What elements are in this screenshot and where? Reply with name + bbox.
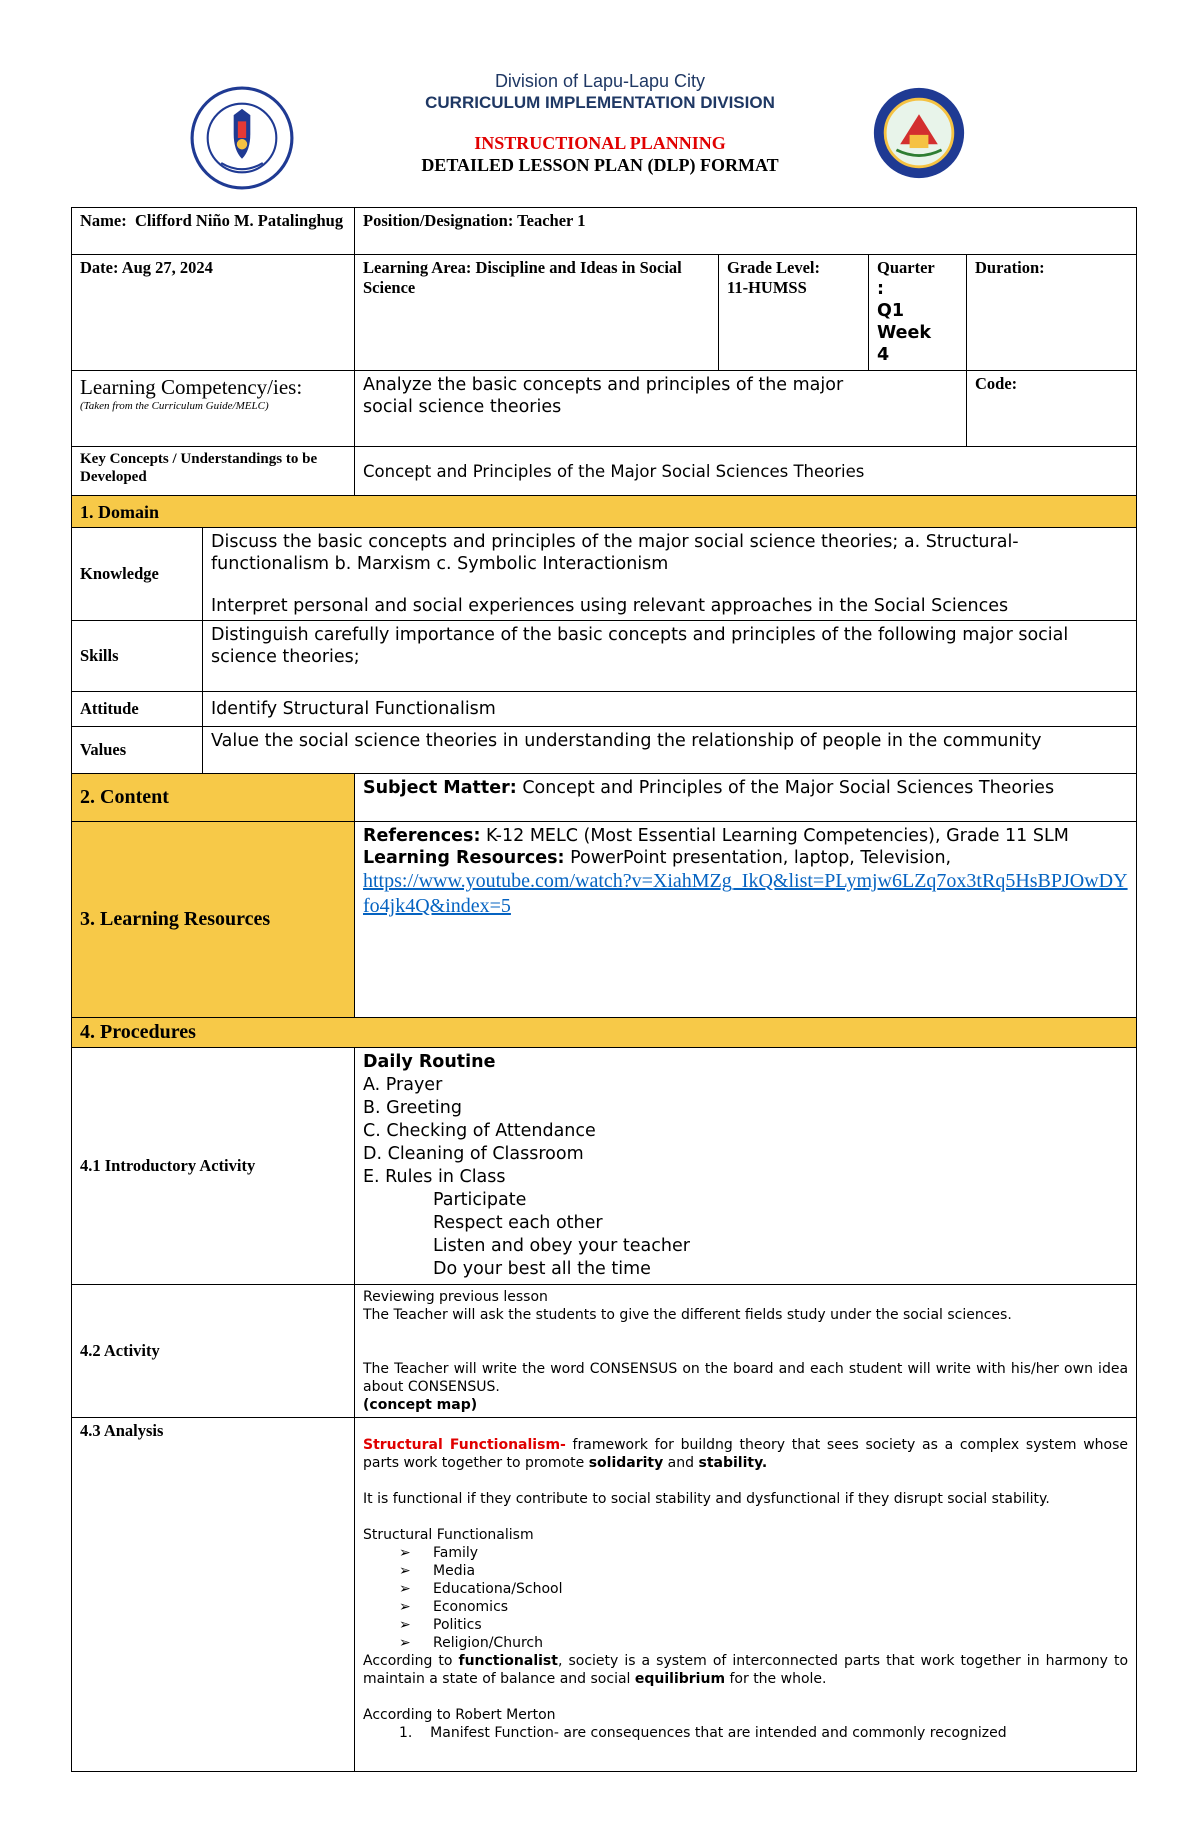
list-item: ➢ Religion/Church [363, 1634, 1128, 1652]
functional-text: It is functional if they contribute to social stability and dysfunctional if they disrupt social stability. [363, 1491, 1050, 1507]
code-cell: Code: [967, 371, 1137, 447]
analysis-row [72, 1418, 1137, 1772]
daily-routine-title: Daily Routine [363, 1052, 496, 1072]
references-text: K-12 MELC (Most Essential Learning Competencies), Grade 11 SLM [486, 826, 1069, 846]
subject-matter-cell: Subject Matter: Concept and Principles of the Major Social Sciences Theories [355, 774, 1137, 822]
content-row [72, 774, 1137, 822]
key-concepts-label: Key Concepts / Understandings to be Developed [72, 447, 355, 496]
analysis-label: 4.3 Analysis [72, 1418, 355, 1772]
values-label: Values [72, 727, 203, 774]
week-value: 4 [877, 345, 890, 365]
grade-level-value: 11-HUMSS [727, 278, 807, 297]
activity-cell: Reviewing previous lesson The Teacher will ask the students to give the different fields study under the social sciences. The Teacher will write the word CONSENSUS on the board and each student will write with his/her own idea about CONSENSUS. (concept map) [355, 1285, 1137, 1418]
document-type: INSTRUCTIONAL PLANNING [474, 133, 726, 153]
grade-level-cell: Grade Level: 11-HUMSS [719, 255, 869, 371]
skills-row [72, 621, 1137, 692]
position-cell: Position/Designation: Teacher 1 [355, 208, 1137, 255]
functionalist-text: According to functionalist, society is a system of interconnected parts that work together in harmony to maintain a state of balance and social equilibrium for the whole. [363, 1653, 1129, 1687]
learning-area-cell: Learning Area: Discipline and Ideas in Social Science [355, 255, 719, 371]
list-item: ➢ Economics [363, 1598, 1128, 1616]
knowledge-label: Knowledge [72, 528, 203, 621]
document-title: DETAILED LESSON PLAN (DLP) FORMAT [421, 155, 779, 175]
sf-definition: Structural Functionalism- framework for buildng theory that sees society as a complex system whose parts work together to promote solidarity and stability. [363, 1437, 1129, 1471]
department-name: CURRICULUM IMPLEMENTATION DIVISION [425, 93, 775, 112]
routine-item: D. Cleaning of Classroom [363, 1144, 584, 1164]
list-item: ➢ Media [363, 1562, 1128, 1580]
sf-list [363, 1544, 1128, 1652]
procedures-heading: 4. Procedures [72, 1018, 1137, 1048]
teacher-row [72, 208, 1137, 255]
intro-activity-row [72, 1048, 1137, 1285]
domain-heading-row [72, 496, 1137, 528]
procedures-heading-row [72, 1018, 1137, 1048]
routine-item: C. Checking of Attendance [363, 1121, 596, 1141]
analysis-cell [355, 1418, 1137, 1772]
sf-list-title: Structural Functionalism [363, 1527, 534, 1543]
competency-text-cell: Analyze the basic concepts and principles of the major social science theories [355, 371, 967, 447]
teacher-name-cell: Name: Clifford Niño M. Patalinghug [72, 208, 355, 255]
routine-item: A. Prayer [363, 1075, 443, 1095]
values-row [72, 727, 1137, 774]
routine-item: B. Greeting [363, 1098, 462, 1118]
competency-label-cell: Learning Competency/ies: (Taken from the Curriculum Guide/MELC) [72, 371, 355, 447]
knowledge-row [72, 528, 1137, 621]
resources-cell: References: K-12 MELC (Most Essential Learning Competencies), Grade 11 SLM Learning Resources: PowerPoint presentation, laptop, Television, https://www.youtube.com/watch?v=XiahMZg_IkQ&list=PLymjw6LZq7ox3tRq5HsBPJOwDYfo4jk4Q&index=5 [355, 822, 1137, 1018]
quarter-value: Q1 [877, 301, 905, 321]
rule-item: Participate [433, 1190, 527, 1210]
quarter-cell: Quarter : Q1 Week 4 [869, 255, 967, 371]
date-row [72, 255, 1137, 371]
rule-item: Do your best all the time [433, 1259, 651, 1279]
activity-label: 4.2 Activity [72, 1285, 355, 1418]
attitude-row [72, 692, 1137, 727]
list-item: ➢ Politics [363, 1616, 1128, 1634]
rule-item: Respect each other [433, 1213, 603, 1233]
date-cell: Date: Aug 27, 2024 [72, 255, 355, 371]
document-header [0, 70, 1200, 176]
resources-heading: 3. Learning Resources [72, 822, 355, 1018]
skills-text: Distinguish carefully importance of the basic concepts and principles of the following major social science theories; [203, 621, 1137, 692]
routine-item: E. Rules in Class [363, 1167, 506, 1187]
values-text: Value the social science theories in understanding the relationship of people in the community [203, 727, 1137, 774]
intro-activity-label: 4.1 Introductory Activity [72, 1048, 355, 1285]
knowledge-text: Discuss the basic concepts and principles of the major social science theories; a. Structural-functionalism b. Marxism c. Symbolic Interactionism Interpret personal and social experiences using relevant approaches in the Social Sciences [203, 528, 1137, 621]
attitude-text: Identify Structural Functionalism [203, 692, 1137, 727]
learning-resources-text: PowerPoint presentation, laptop, Television, [570, 848, 952, 868]
division-name: Division of Lapu-Lapu City [494, 71, 706, 91]
teacher-name: Clifford Niño M. Patalinghug [134, 211, 344, 230]
list-item: ➢ Family [363, 1544, 1128, 1562]
list-item: ➢ Educationa/School [363, 1580, 1128, 1598]
subject-matter-text: Concept and Principles of the Major Social Sciences Theories [522, 778, 1055, 798]
manifest-function: 1. Manifest Function- are consequences that are intended and commonly recognized [399, 1725, 1007, 1741]
rule-item: Listen and obey your teacher [433, 1236, 690, 1256]
resources-row [72, 822, 1137, 1018]
intro-activity-cell [355, 1048, 1137, 1285]
youtube-link[interactable]: https://www.youtube.com/watch?v=XiahMZg_IkQ&list=PLymjw6LZq7ox3tRq5HsBPJOwDYfo4jk4Q&index=5 [363, 870, 1128, 917]
activity-row [72, 1285, 1137, 1418]
domain-heading: 1. Domain [72, 496, 1137, 528]
lesson-plan-table [71, 207, 1137, 1772]
key-concepts-row [72, 447, 1137, 496]
merton-text: According to Robert Merton [363, 1707, 556, 1723]
duration-cell: Duration: [967, 255, 1137, 371]
key-concepts-text: Concept and Principles of the Major Social Sciences Theories [355, 447, 1137, 496]
competency-row [72, 371, 1137, 447]
skills-label: Skills [72, 621, 203, 692]
attitude-label: Attitude [72, 692, 203, 727]
content-heading: 2. Content [72, 774, 355, 822]
